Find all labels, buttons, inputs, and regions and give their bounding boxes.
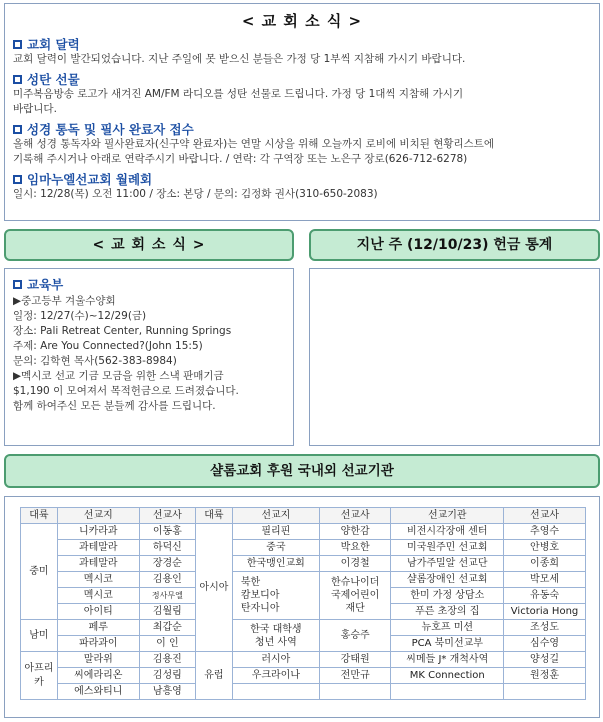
column-header: 선교사: [139, 508, 195, 524]
education-title: 교육부: [27, 277, 64, 292]
org-cell: 푸른 초장의 집: [391, 604, 504, 620]
news-item-text: 교회 달력이 발간되었습니다. 지난 주일에 못 받으신 분들은 가정 당 1부씩 지참해 가시기 바랍니다.: [13, 53, 466, 65]
org-cell: 비전시각장애 센터: [391, 524, 504, 540]
news-item-title: 임마누엘선교회 월례회: [27, 172, 153, 187]
country-cell: 한국맹인교회: [232, 556, 319, 572]
table-row: [21, 668, 586, 684]
news-item-text: 미주복음방송 로고가 새겨진 AM/FM 라디오를 성탄 선물로 드립니다. 가정 당 1대씩 지참해 가시기: [13, 88, 464, 100]
empty-cell: [232, 684, 319, 700]
education-line: 함께 하여주신 모든 분들께 감사를 드립니다.: [13, 400, 216, 412]
education-line: $1,190 이 모여져서 목적헌금으로 드려졌습니다.: [13, 385, 239, 397]
table-row: [21, 556, 586, 572]
news-item-text: 바랍니다.: [13, 103, 57, 115]
column-header: 선교사: [504, 508, 586, 524]
org-cell: 뉴호프 미션: [391, 620, 504, 636]
offering-stats-tab[interactable]: 지난 주 (12/10/23) 헌금 통계: [309, 229, 600, 261]
empty-cell: [391, 684, 504, 700]
table-row: [21, 572, 586, 588]
column-header: 대륙: [196, 508, 233, 524]
org-name-line: 한슈나이더: [331, 577, 380, 588]
missionary-cell: 이 인: [139, 636, 195, 652]
country-name: 탄자니아: [240, 603, 280, 614]
missionary-cell: 김성림: [139, 668, 195, 684]
country-cell: 중국: [232, 540, 319, 556]
column-header: 선교사: [319, 508, 391, 524]
missionary-cell: 강태원: [319, 652, 391, 668]
missionary-cell: 조성도: [504, 620, 586, 636]
news-item-title: 교회 달력: [27, 37, 80, 52]
checkbox-icon: [13, 75, 22, 84]
org-cell: [319, 572, 391, 620]
missionary-cell: 심수영: [504, 636, 586, 652]
column-header: 선교기관: [391, 508, 504, 524]
offering-stats-box: [309, 268, 600, 446]
news-item-text: 기록해 주시거나 아래로 연락주시기 바랍니다. / 연락: 각 구역장 또는 노은구 장로(626-712-6278): [13, 153, 468, 165]
missionary-cell: 전만규: [319, 668, 391, 684]
missionary-cell: 안병호: [504, 540, 586, 556]
missionary-cell: 추영수: [504, 524, 586, 540]
news-item-text: 올해 성경 통독자와 필사완료자(신구약 완료자)는 연말 시상을 위해 오늘까지 로비에 비치된 현황리스트에: [13, 138, 495, 150]
education-line: 일정: 12/27(수)~12/29(금): [13, 310, 147, 322]
missionary-cell: 남흥영: [139, 684, 195, 700]
column-header: 대륙: [21, 508, 58, 524]
country-cell: 니카라과: [57, 524, 139, 540]
org-cell: 샬롬장애인 선교회: [391, 572, 504, 588]
country-name: 북한: [240, 577, 261, 588]
checkbox-icon: [13, 175, 22, 184]
country-cell: 멕시코: [57, 588, 139, 604]
ministry-name-line: 한국 대학생: [250, 623, 302, 635]
country-cell: 과테말라: [57, 556, 139, 572]
country-cell: 필리핀: [232, 524, 319, 540]
missionary-cell: 박모세: [504, 572, 586, 588]
missionary-cell: 장경순: [139, 556, 195, 572]
mission-table: [20, 507, 586, 700]
church-news-tab[interactable]: < 교 회 소 식 >: [4, 229, 294, 261]
education-news-box: [4, 268, 294, 446]
country-cell: 우크라이나: [232, 668, 319, 684]
country-cell: 아이티: [57, 604, 139, 620]
missionary-cell: 이종희: [504, 556, 586, 572]
news-item-text: 일시: 12/28(목) 오전 11:00 / 장소: 본당 / 문의: 김정화 권사(310-650-2083): [13, 188, 378, 200]
country-cell: 파라과이: [57, 636, 139, 652]
education-line: 문의: 김학현 목사(562-383-8984): [13, 355, 177, 367]
continent-cell: 아시아: [196, 524, 233, 652]
country-cell: 말라위: [57, 652, 139, 668]
missionary-cell: 양성길: [504, 652, 586, 668]
table-header-row: [21, 508, 586, 524]
missionary-cell: Victoria Hong: [504, 604, 586, 620]
missionary-cell: 최갑순: [139, 620, 195, 636]
country-cell: [232, 572, 319, 620]
column-header: 선교지: [57, 508, 139, 524]
country-cell: 페루: [57, 620, 139, 636]
news-item-title: 성탄 선물: [27, 72, 80, 87]
missionary-cell: 김용인: [139, 572, 195, 588]
org-name-line: 국제어린이: [331, 590, 380, 601]
news-item-title: 성경 통독 및 필사 완료자 접수: [27, 122, 194, 137]
education-line: 장소: Pali Retreat Center, Running Springs: [13, 325, 232, 337]
church-news-heading: < 교 회 소 식 >: [241, 12, 363, 30]
news-item-calendar: [13, 37, 599, 67]
news-item-bible: [13, 122, 599, 167]
table-row: [21, 524, 586, 540]
education-line: ▶중고등부 겨울수양회: [13, 295, 116, 307]
missionary-cell: 이동홍: [139, 524, 195, 540]
mission-banner: 샬롬교회 후원 국내외 선교기관: [4, 454, 600, 488]
country-cell: 과테말라: [57, 540, 139, 556]
org-cell: 미국원주민 선교회: [391, 540, 504, 556]
church-news-box: [4, 3, 600, 221]
country-name: 캄보디아: [240, 590, 280, 601]
org-cell: 한미 가정 상담소: [391, 588, 504, 604]
mission-table-box: [4, 496, 600, 718]
missionary-cell: 이경철: [319, 556, 391, 572]
continent-cell: 중미: [21, 524, 58, 620]
missionary-cell: 원정훈: [504, 668, 586, 684]
country-cell: 에스와티니: [57, 684, 139, 700]
education-line: ▶멕시코 선교 기금 모금을 위한 스낵 판매기금: [13, 370, 224, 382]
continent-cell: [21, 652, 58, 700]
continent-cell: 남미: [21, 620, 58, 652]
missionary-cell: 홍승주: [319, 620, 391, 652]
table-row: [21, 684, 586, 700]
checkbox-icon: [13, 40, 22, 49]
continent-cell: 유럽: [196, 652, 233, 700]
missionary-cell: 박요한: [319, 540, 391, 556]
country-cell: 러시아: [232, 652, 319, 668]
country-cell: [232, 620, 319, 652]
continent-label: 아프리카: [24, 662, 54, 688]
news-item-gift: [13, 72, 599, 117]
missionary-cell: 김월림: [139, 604, 195, 620]
org-cell: 남가주밀알 선교단: [391, 556, 504, 572]
checkbox-icon: [13, 280, 22, 289]
org-cell: MK Connection: [391, 668, 504, 684]
org-cell: 씨메들 J* 개척사역: [391, 652, 504, 668]
missionary-cell: 정사무엘: [139, 588, 195, 604]
country-cell: 씨에라리온: [57, 668, 139, 684]
table-row: [21, 652, 586, 668]
country-cell: 멕시코: [57, 572, 139, 588]
missionary-cell: 김용진: [139, 652, 195, 668]
education-line: 주제: Are You Connected?(John 15:5): [13, 340, 203, 352]
org-cell: PCA 북미선교부: [391, 636, 504, 652]
missionary-cell: 유동숙: [504, 588, 586, 604]
table-row: [21, 540, 586, 556]
news-item-meeting: [13, 172, 599, 202]
ministry-name-line: 청년 사역: [254, 636, 297, 648]
checkbox-icon: [13, 125, 22, 134]
missionary-cell: 양한감: [319, 524, 391, 540]
org-name-line: 재단: [345, 603, 365, 614]
empty-cell: [504, 684, 586, 700]
column-header: 선교지: [232, 508, 319, 524]
table-row: [21, 620, 586, 636]
missionary-cell: 하덕신: [139, 540, 195, 556]
empty-cell: [319, 684, 391, 700]
